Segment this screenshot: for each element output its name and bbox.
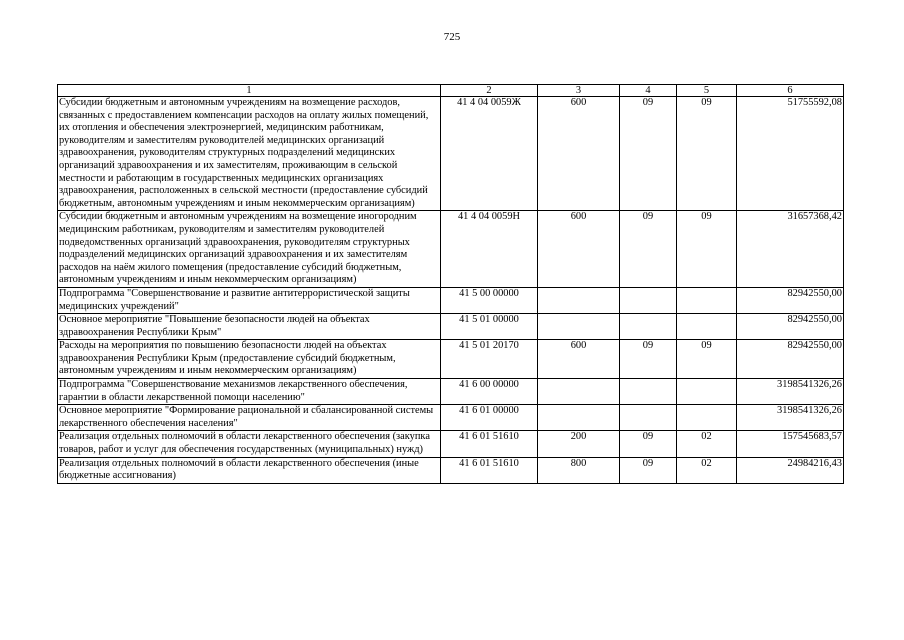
row-name: Основное мероприятие "Формирование рациональной и сбалансированной системы лекарственного обеспечения населения" xyxy=(58,405,441,431)
row-col5 xyxy=(677,314,737,340)
row-name: Основное мероприятие "Повышение безопасности людей на объектах здравоохранения Республики Крым" xyxy=(58,314,441,340)
table-row xyxy=(58,287,844,313)
row-code: 41 6 01 00000 xyxy=(441,405,538,431)
row-name: Реализация отдельных полномочий в области лекарственного обеспечения (закупка товаров, работ и услуг для обеспечения государственных (муниципальных) нужд) xyxy=(58,431,441,457)
table-row xyxy=(58,340,844,379)
table-row xyxy=(58,431,844,457)
row-code: 41 5 00 00000 xyxy=(441,287,538,313)
row-col4: 09 xyxy=(620,340,677,379)
row-name: Субсидии бюджетным и автономным учреждениям на возмещение иногородним медицинским работникам, руководителям и заместителям руководителей подведомственных организаций здравоохранения, руководителям структурных подразделений медицинских организаций здравоохранения и их заместителям расходов на наём жилого помещения (предоставление субсидий бюджетным, автономным учреждениям и иным некоммерческим организациям) xyxy=(58,211,441,288)
row-amount: 31657368,42 xyxy=(737,211,844,288)
row-col4: 09 xyxy=(620,457,677,483)
row-col3: 800 xyxy=(538,457,620,483)
row-amount: 82942550,00 xyxy=(737,314,844,340)
row-col5: 02 xyxy=(677,457,737,483)
row-amount: 82942550,00 xyxy=(737,287,844,313)
table-row xyxy=(58,97,844,211)
budget-table xyxy=(57,84,844,484)
row-amount: 51755592,08 xyxy=(737,97,844,211)
row-col4: 09 xyxy=(620,97,677,211)
row-col4: 09 xyxy=(620,431,677,457)
column-header-1: 1 xyxy=(58,85,441,97)
row-col4 xyxy=(620,379,677,405)
row-code: 41 5 01 00000 xyxy=(441,314,538,340)
page-number: 725 xyxy=(443,31,461,43)
row-col4: 09 xyxy=(620,211,677,288)
row-col3: 600 xyxy=(538,211,620,288)
row-col5 xyxy=(677,287,737,313)
row-code: 41 4 04 0059Ж xyxy=(441,97,538,211)
row-code: 41 5 01 20170 xyxy=(441,340,538,379)
row-col3 xyxy=(538,405,620,431)
row-col4 xyxy=(620,405,677,431)
row-code: 41 6 01 51610 xyxy=(441,431,538,457)
column-header-2: 2 xyxy=(441,85,538,97)
row-amount: 3198541326,26 xyxy=(737,379,844,405)
row-col5 xyxy=(677,405,737,431)
row-name: Расходы на мероприятия по повышению безопасности людей на объектах здравоохранения Республики Крым (предоставление субсидий бюджетным, автономным учреждениям и иным некоммерческим организациям) xyxy=(58,340,441,379)
table-header-row xyxy=(58,85,844,97)
table-row xyxy=(58,314,844,340)
row-col3 xyxy=(538,287,620,313)
table-row xyxy=(58,379,844,405)
column-header-4: 4 xyxy=(620,85,677,97)
column-header-3: 3 xyxy=(538,85,620,97)
row-name: Подпрограмма "Совершенствование механизмов лекарственного обеспечения, гарантии в области лекарственной помощи населению" xyxy=(58,379,441,405)
row-col5: 09 xyxy=(677,340,737,379)
column-header-6: 6 xyxy=(737,85,844,97)
row-col3 xyxy=(538,314,620,340)
row-code: 41 4 04 0059Н xyxy=(441,211,538,288)
row-col5: 09 xyxy=(677,97,737,211)
table-row xyxy=(58,457,844,483)
column-header-5: 5 xyxy=(677,85,737,97)
table-row xyxy=(58,405,844,431)
row-col3: 600 xyxy=(538,97,620,211)
row-col4 xyxy=(620,314,677,340)
row-name: Реализация отдельных полномочий в области лекарственного обеспечения (иные бюджетные ассигнования) xyxy=(58,457,441,483)
row-col5: 02 xyxy=(677,431,737,457)
row-amount: 24984216,43 xyxy=(737,457,844,483)
row-col4 xyxy=(620,287,677,313)
row-code: 41 6 00 00000 xyxy=(441,379,538,405)
row-col5: 09 xyxy=(677,211,737,288)
row-name: Подпрограмма "Совершенствование и развитие антитеррористической защиты медицинских учреждений" xyxy=(58,287,441,313)
row-code: 41 6 01 51610 xyxy=(441,457,538,483)
row-amount: 3198541326,26 xyxy=(737,405,844,431)
row-amount: 82942550,00 xyxy=(737,340,844,379)
row-col5 xyxy=(677,379,737,405)
row-col3: 200 xyxy=(538,431,620,457)
row-name: Субсидии бюджетным и автономным учреждениям на возмещение расходов, связанных с предоставлением компенсации расходов на оплату жилых помещений, их отопления и обеспечения электроэнергией, медицинским работникам, руководителям и заместителям руководителей медицинских организаций здравоохранения, руководителям структурных подразделений медицинских организаций здравоохранения и их заместителям, проживающим в сельской местности и работающим в государственных медицинских организациях здравоохранения, расположенных в сельской местности (предоставление субсидий бюджетным, автономным учреждениям и иным некоммерческим организациям) xyxy=(58,97,441,211)
row-col3: 600 xyxy=(538,340,620,379)
row-col3 xyxy=(538,379,620,405)
row-amount: 157545683,57 xyxy=(737,431,844,457)
table-row xyxy=(58,211,844,288)
